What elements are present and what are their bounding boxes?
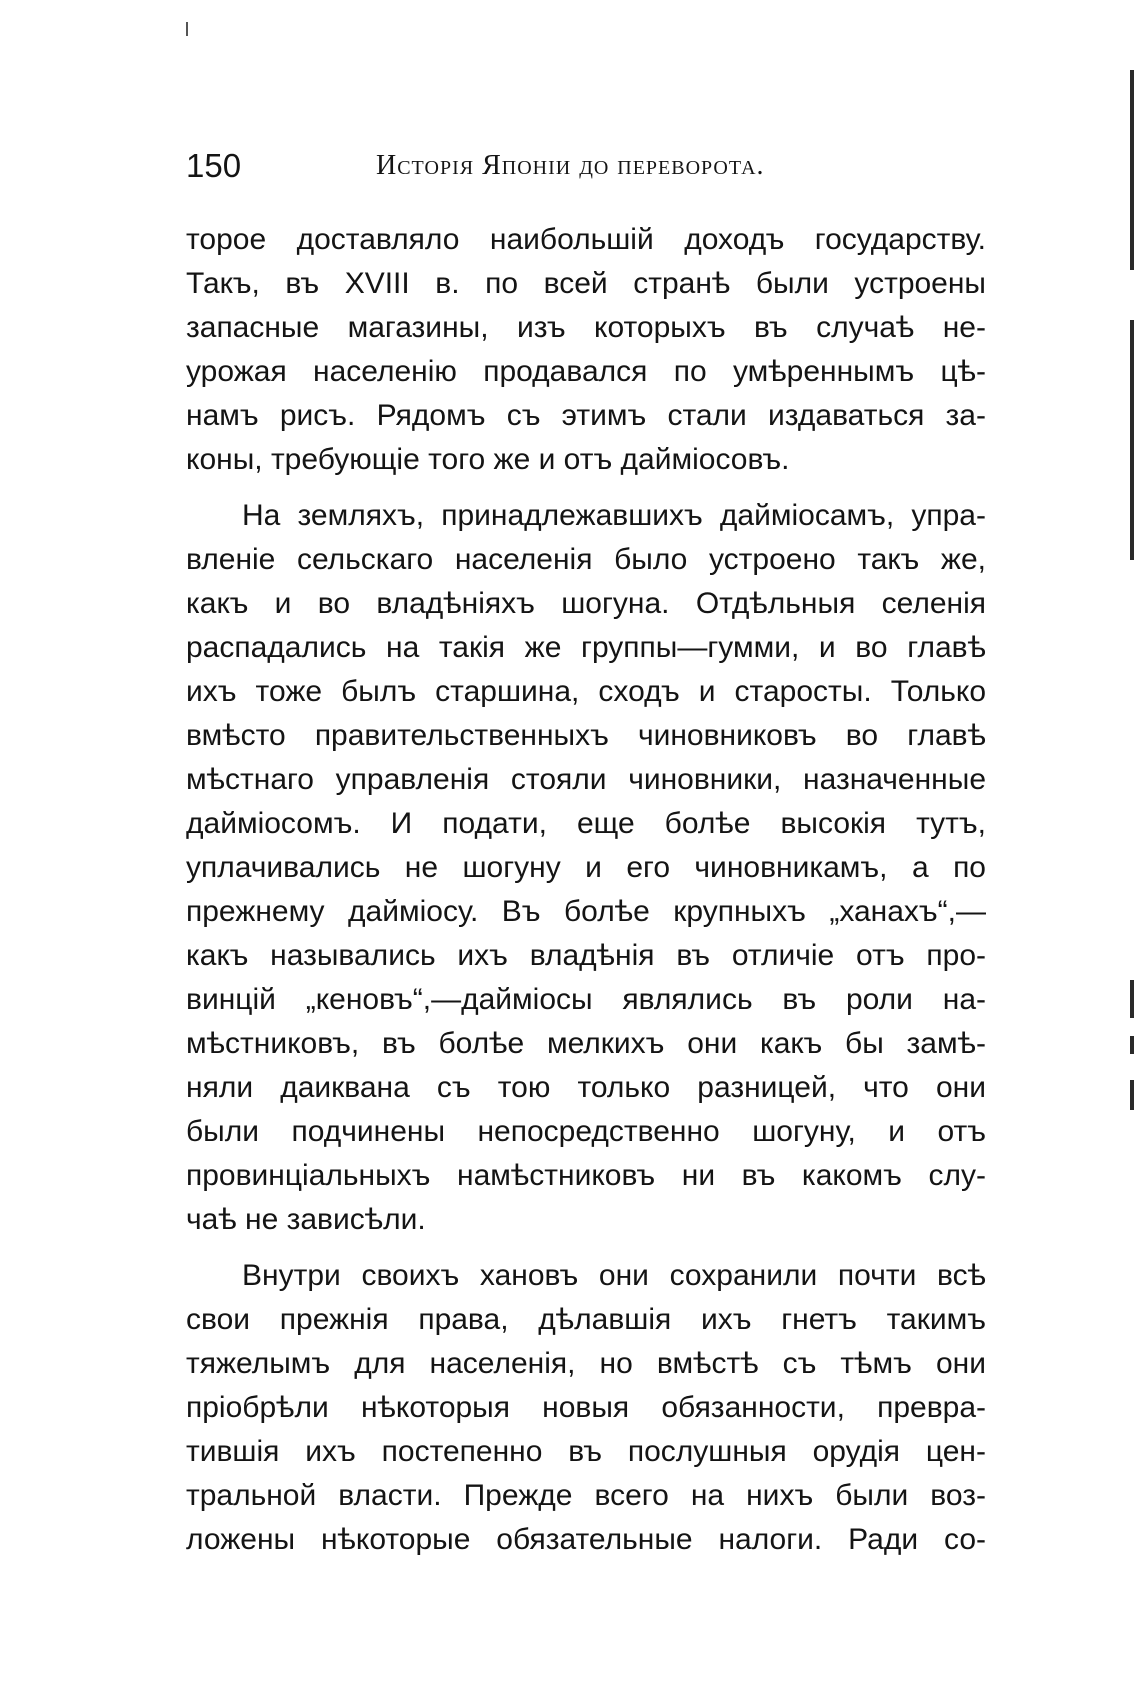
- scan-mark: [186, 22, 188, 36]
- text-line: урожая населенію продавался по умѣреннымъ цѣ-: [186, 355, 986, 388]
- text-line: вмѣсто правительственныхъ чиновниковъ во главѣ: [186, 719, 986, 752]
- paragraph: [186, 1254, 986, 1562]
- text-line: запасные магазины, изъ которыхъ въ случаѣ не-: [186, 311, 986, 344]
- body-text: [186, 218, 986, 1562]
- text-line: какъ и во владѣніяхъ шогуна. Отдѣльныя селенія: [186, 587, 986, 620]
- text-line: мѣстниковъ, въ болѣе мелкихъ они какъ бы замѣ-: [186, 1027, 986, 1060]
- text-line: вленіе сельскаго населенія было устроено такъ же,: [186, 543, 986, 576]
- scan-edge-line: [1130, 320, 1134, 560]
- text-line: провинціальныхъ намѣстниковъ ни въ какомъ слу-: [186, 1159, 986, 1192]
- text-line: винцій „кеновъ“,—даймiосы являлись въ роли на-: [186, 983, 986, 1016]
- text-line: намъ рисъ. Рядомъ съ этимъ стали издаваться за-: [186, 399, 986, 432]
- text-line: няли даиквана съ тою только разницей, что они: [186, 1071, 986, 1104]
- text-line: были подчинены непосредственно шогуну, и отъ: [186, 1115, 986, 1148]
- scan-edge-line: [1130, 1036, 1134, 1054]
- text-line: прежнему даймiосу. Въ болѣе крупныхъ „ханахъ“,—: [186, 895, 986, 928]
- paragraph: [186, 494, 986, 1242]
- text-line: Внутри своихъ хановъ они сохранили почти всѣ: [242, 1259, 986, 1292]
- text-line: пріобрѣли нѣкоторыя новыя обязанности, превра-: [186, 1391, 986, 1424]
- text-line: даймiосомъ. И подати, еще болѣе высокія тутъ,: [186, 807, 986, 840]
- text-line: тившія ихъ постепенно въ послушныя орудія цен-: [186, 1435, 986, 1468]
- scan-edge-line: [1130, 1080, 1134, 1110]
- text-line: распадались на такія же группы—гумми, и во главѣ: [186, 631, 986, 664]
- text-line: чаѣ не зависѣли.: [186, 1203, 426, 1236]
- text-line: уплачивались не шогуну и его чиновникамъ, а по: [186, 851, 986, 884]
- text-line: На земляхъ, принадлежавшихъ даймiосамъ, упра-: [242, 499, 986, 532]
- page-number: 150: [186, 147, 242, 184]
- scan-edge-line: [1130, 70, 1134, 270]
- text-line: тральной власти. Прежде всего на нихъ были воз-: [186, 1479, 986, 1512]
- text-line: торое доставляло наибольшій доходъ государству.: [186, 223, 986, 256]
- running-title: Исторія Японіи до переворота.: [376, 150, 765, 181]
- text-line: мѣстнаго управленія стояли чиновники, назначенные: [186, 763, 986, 796]
- text-line: свои прежнія права, дѣлавшія ихъ гнетъ такимъ: [186, 1303, 986, 1336]
- text-line: коны, требующіе того же и отъ даймiосовъ.: [186, 443, 790, 476]
- text-line: тяжелымъ для населенія, но вмѣстѣ съ тѣмъ они: [186, 1347, 986, 1380]
- text-line: Такъ, въ XVIII в. по всей странѣ были устроены: [186, 267, 986, 300]
- text-line: ложены нѣкоторые обязательные налоги. Ради со-: [186, 1523, 986, 1556]
- scan-edge-line: [1130, 980, 1134, 1018]
- text-line: какъ назывались ихъ владѣнія въ отличіе отъ про-: [186, 939, 986, 972]
- paragraph: [186, 218, 986, 482]
- page-header: [186, 146, 986, 186]
- text-line: ихъ тоже былъ старшина, сходъ и старосты. Только: [186, 675, 986, 708]
